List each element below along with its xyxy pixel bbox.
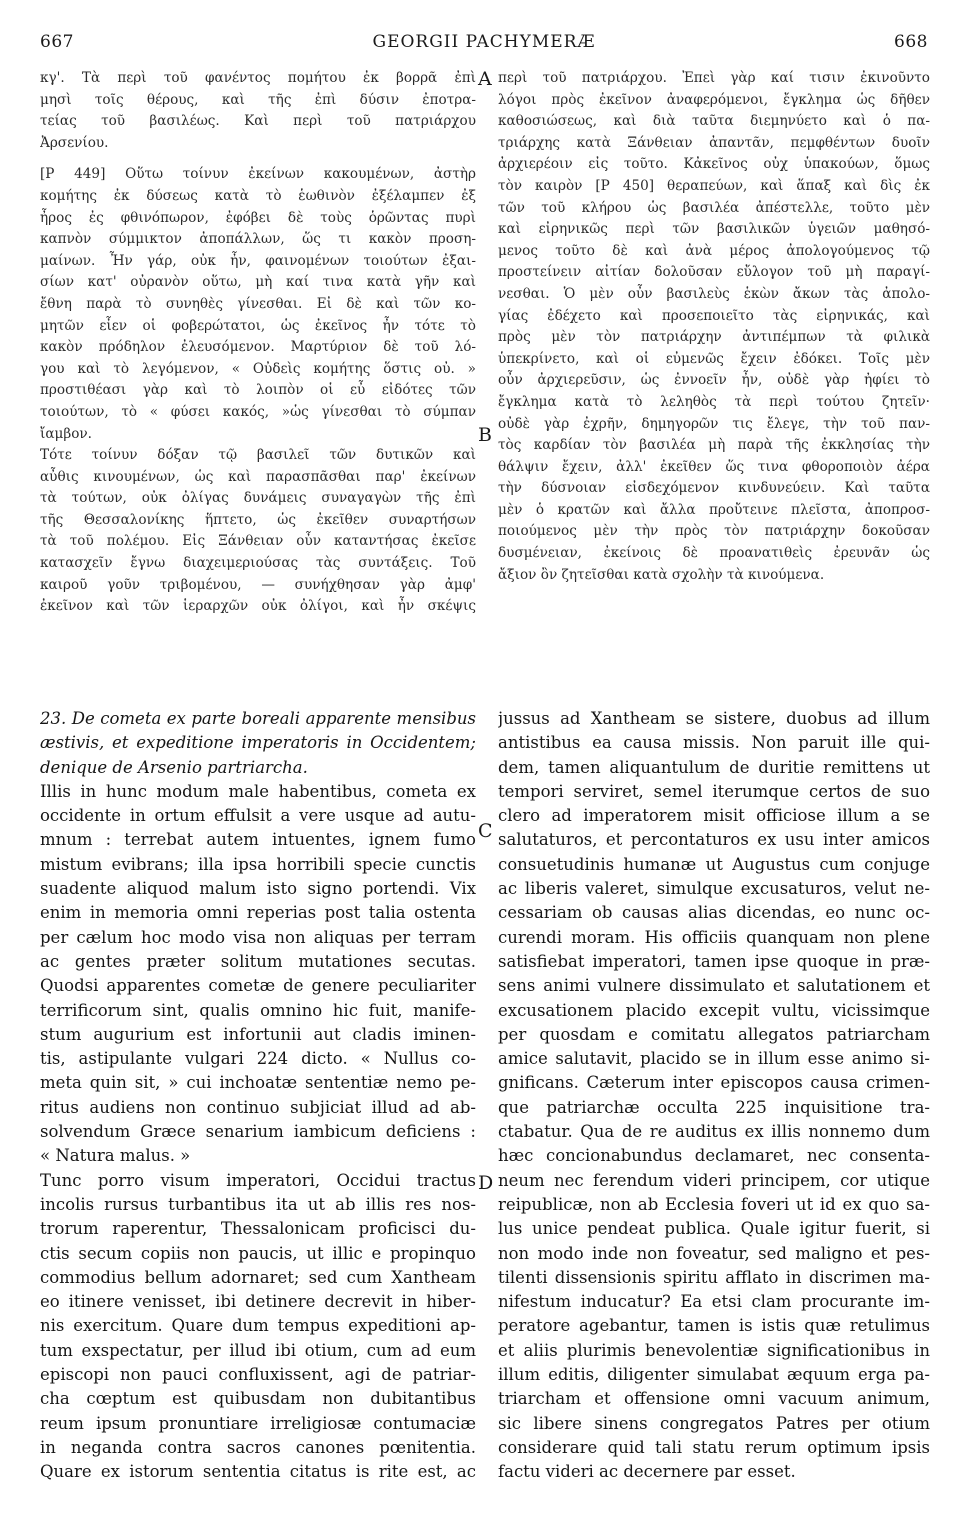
latin-text-line: ac liberis valeret, simulque excusaturos, velut ne- bbox=[498, 879, 930, 899]
latin-text-line: peratore agebantur, tamen is istis quæ retulimus bbox=[498, 1316, 930, 1336]
greek-text-line: κατασχεῖν ἔγνω διαχειμεριούσας τὰς συντάξεις. Τοῦ bbox=[40, 555, 476, 572]
latin-text-line: tempori serviret, semel iterumque certos de suo bbox=[498, 781, 930, 801]
greek-text-line: μὲν ὁ κρατῶν καὶ ἄλλα προὔτεινε πλεῖστα, ἀποπροσ- bbox=[498, 501, 930, 518]
latin-text-line: antistibus ea causa missis. Non paruit ille qui- bbox=[498, 733, 930, 753]
latin-text-line: occidente in ortum effulsit a vere usque ad autu- bbox=[40, 806, 476, 826]
greek-text-line: κγ'. Τὰ περὶ τοῦ φανέντος πομήτου ἐκ βορρᾶ ἐπὶ bbox=[40, 70, 476, 86]
greek-text-line: μητῶν εἶεν οἱ φοβερώτατοι, ὡς ἐκεῖνος ἦν τότε τὸ bbox=[40, 317, 476, 334]
latin-text-line: terrificorum sint, qualis omnino hic fuit, manife- bbox=[40, 1000, 476, 1020]
latin-text-line: considerare quid tali statu rerum optimum ipsis bbox=[498, 1437, 930, 1457]
greek-text-line: [P 449] Οὕτω τοίνυν ἐκείνων κακουμένων, ἀστὴρ bbox=[40, 166, 476, 183]
greek-column-right bbox=[498, 68, 930, 586]
latin-text-line: enim in memoria omni reperias post talia ostenta bbox=[40, 903, 476, 923]
greek-text-line: τὴν δύσνοιαν εἰσδεχόμενον κινδυνεύειν. Καὶ ταῦτα bbox=[498, 480, 930, 497]
greek-text-line: τοιούτων, τὸ « φύσει κακός, »ὡς γίνεσθαι τὸ σύμπαν bbox=[40, 403, 476, 420]
latin-text-line: que patriarchæ occulta 225 inquisitione tra- bbox=[498, 1097, 930, 1117]
greek-text-line: πρὸς μὲν τὸν πατριάρχην ἀντιπέμπων τὰ φιλικὰ bbox=[498, 329, 930, 346]
greek-text-line: τὸς καρδίαν τὸν βασιλέα μὴ παρὰ τῆς ἐκκλησίας τὴν bbox=[498, 437, 930, 454]
latin-text-line: et aliis plurimis benevolentiæ significationibus in bbox=[498, 1340, 930, 1360]
greek-text-line: μαίνων. Ἦν γάρ, οὐκ ἦν, φαινομένων τοιούτων ἐξαι- bbox=[40, 252, 476, 269]
latin-text-line: tilenti dissensionis spiritu afflato in discrimen ma- bbox=[498, 1267, 930, 1287]
margin-marker-a: A bbox=[478, 68, 492, 90]
greek-text-line: καθοσιώσεως, καὶ διὰ ταῦτα διεμηνύετο καὶ ὁ πα- bbox=[498, 113, 930, 130]
greek-text-line: κακὸν πρόδηλον ἐλευσόμενον. Μαρτύριον δὲ τοῦ λό- bbox=[40, 339, 476, 356]
greek-text-line: ἄξιον ὂν ζητεῖσθαι κατὰ σχολὴν τὰ κινούμενα. bbox=[498, 566, 825, 583]
latin-text-line: trorum raperentur, Thessalonicam proficisci du- bbox=[40, 1219, 476, 1239]
latin-text-line: dem, tamen aliquantulum de duritie remittens ut bbox=[498, 757, 930, 777]
latin-text-line: clero ad imperatorem misit officiose illum a se bbox=[498, 806, 930, 826]
latin-text-line: sic libere sinens congregatos Patres per otium bbox=[498, 1413, 930, 1433]
latin-text-line: Tunc porro visum imperatori, Occidui tractus bbox=[40, 1170, 476, 1190]
latin-text-line: episcopi non pauci confluxissent, agi de patriar- bbox=[40, 1365, 476, 1385]
latin-text-line: gnificans. Cæterum inter episcopos causa crimen- bbox=[498, 1073, 930, 1093]
greek-text-line: οὐδὲ γὰρ ἐχρῆν, δημηγορῶν τις ἔλεγε, τὴν τοῦ παν- bbox=[498, 415, 930, 432]
latin-text-line: amice salutavit, placido se in illum esse animo si- bbox=[498, 1049, 930, 1069]
latin-text-line: curendi moram. His officiis quanquam non plene bbox=[498, 927, 930, 947]
greek-text-line: τριάρχης κατὰ Ξάνθειαν ἀπαντᾶν, πεμφθέντων δυοῖν bbox=[498, 134, 930, 151]
running-title: GEORGII PACHYMERÆ bbox=[372, 32, 596, 52]
greek-text-line: μησὶ τοῖς θέρους, καὶ τῆς ἐπὶ δύσιν ἐποτρα- bbox=[40, 91, 476, 108]
latin-text-line: eo itinere venisset, ibi detinere decrevit in hiber- bbox=[40, 1292, 476, 1312]
greek-text-line: οὖν ἀρχιερεῦσιν, ὡς ἐννοεῖν ἦν, οὐδὲ γὰρ ἠφίει τὸ bbox=[498, 372, 930, 389]
latin-text-line: tum exspectatur, per illud ibi otium, cum ad eum bbox=[40, 1340, 476, 1360]
greek-text-line: προστείνειν αἰτίαν δολοῦσαν εὔλογον τοῦ μὴ παραγί- bbox=[498, 264, 930, 281]
greek-text-line: ὑπεκρίνετο, καὶ οἱ εὐμενῶς ἔχειν ἐδόκει. Τοῖς μὲν bbox=[498, 350, 930, 367]
latin-text-line: mistum evibrans; illa ipsa horribili specie cunctis bbox=[40, 854, 476, 874]
greek-text-line: ἦρος ἐς φθινόπωρον, ἐφόβει δὲ τοὺς ὁρῶντας πυρὶ bbox=[40, 209, 476, 226]
greek-text-line: σίων κατ' οὐρανὸν οὕτω, μὴ καί τινα κατὰ γῆν καὶ bbox=[40, 274, 476, 291]
greek-text-line: ποιούμενος μὲν τὴν πρὸς τὸν πατριάρχην δοκοῦσαν bbox=[498, 523, 930, 540]
latin-text-line: incolis rursus turbantibus ita ut ab illis res nos- bbox=[40, 1194, 476, 1214]
latin-text-line: meta quin sit, » cui inchoatæ sententiæ nemo pe- bbox=[40, 1073, 476, 1093]
latin-text-line: illum editis, diligenter simulabat æquum erga pa- bbox=[498, 1365, 930, 1385]
greek-text-line: καπνὸν σύμμικτον ἀποπάλλων, ὥς τι κακὸν προση- bbox=[40, 231, 476, 248]
greek-column-left bbox=[40, 68, 476, 618]
latin-text-line: ctis secum copiis non paucis, ut illic e propinquo bbox=[40, 1243, 476, 1263]
latin-text-line: Quare ex istorum sententia citatus is rite est, ac bbox=[40, 1462, 476, 1482]
latin-text-line: factu videri ac decernere par esset. bbox=[498, 1462, 796, 1482]
latin-text-line: jussus ad Xantheam se sistere, duobus ad illum bbox=[498, 709, 930, 728]
latin-text-line: solvendum Græce senarium iambicum deficiens : bbox=[40, 1122, 476, 1142]
latin-text-line: reum ipsum pronuntiare irreligiosæ contumaciæ bbox=[40, 1413, 476, 1433]
greek-text-line: λόγοι πρὸς ἐκεῖνον ἀναφερόμενοι, ἔγκλημα ὡς δῆθεν bbox=[498, 91, 930, 108]
latin-text-line: per quosdam e comitatu allegatos patriarcham bbox=[498, 1024, 930, 1044]
latin-text-line: per cælum hoc modo visa non aliquas per terram bbox=[40, 927, 476, 947]
section-heading-line: 23. De cometa ex parte boreali apparente mensibus bbox=[40, 709, 476, 728]
margin-marker-b: B bbox=[478, 424, 492, 446]
greek-text-line: τῶν τοῦ κλήρου ὡς βασιλέα ἀπέστελλε, τοῦτο μὲν bbox=[498, 199, 930, 216]
latin-text-line: « Natura malus. » bbox=[40, 1146, 191, 1166]
greek-text-line: ἐκεῖνον καὶ τῶν ἱεραρχῶν οὐκ ὀλίγοι, καὶ ἦν σκέψις bbox=[40, 598, 476, 615]
greek-text-line: περὶ τοῦ πατριάρχου. Ἐπεὶ γὰρ καί τισιν ἐκινοῦντο bbox=[498, 70, 930, 86]
latin-text-line: triarcham et offensione omni vacuum animum, bbox=[498, 1389, 930, 1409]
latin-column-right bbox=[498, 707, 930, 1485]
section-heading-line: æstivis, et expeditione imperatoris in Occidentem; bbox=[40, 733, 476, 753]
latin-text-line: commodius bellum adornaret; sed cum Xantheam bbox=[40, 1267, 476, 1287]
greek-text-line: κομήτης ἐκ δύσεως κατὰ τὸ ἑωθινὸν ἐξέλαμπεν ἐξ bbox=[40, 187, 476, 204]
latin-text-line: nis exercitum. Quare dum tempus expeditioni ap- bbox=[40, 1316, 476, 1336]
section-heading-line: denique de Arsenio partriarcha. bbox=[40, 757, 308, 777]
page-number-left: 667 bbox=[40, 32, 74, 52]
paragraph-gap bbox=[40, 154, 476, 164]
latin-text-line: neum nec ferendum videri principem, cor utique bbox=[498, 1170, 930, 1190]
greek-text-line: καιροῦ γοῦν τριβομένου, — συνήχθησαν γὰρ ἀμφ' bbox=[40, 576, 476, 593]
latin-text-line: stum augurium est infortunii aut cladis iminen- bbox=[40, 1024, 476, 1044]
margin-marker-c: C bbox=[478, 820, 493, 842]
greek-text-line: τὰ τοῦ πολέμου. Εἰς Ξάνθειαν οὖν καταντήσας ἐκεῖσε bbox=[40, 533, 476, 550]
greek-text-line: τὰ τούτων, οὐκ ὀλίγας δυνάμεις συναγαγὼν τῆς ἐπὶ bbox=[40, 490, 476, 507]
greek-text-line: θάλψιν ἔχειν, ἀλλ' ἐκεῖθεν ὥς τινα φθοροποιὸν ἀέρα bbox=[498, 458, 930, 475]
greek-text-line: γίας ἐδέχετο καὶ προσεποιεῖτο τὰς εἰρηνικάς, καὶ bbox=[498, 307, 930, 324]
latin-text-line: Illis in hunc modum male habentibus, cometa ex bbox=[40, 781, 476, 801]
greek-text-line: νεσθαι. Ὁ μὲν οὖν βασιλεὺς ἑκὼν ἄκων τὰς ἀπολο- bbox=[498, 285, 930, 302]
latin-text-line: lus unice pendeat publica. Quale igitur fuerit, si bbox=[498, 1219, 930, 1239]
greek-text-line: Ἀρσενίου. bbox=[40, 134, 109, 151]
greek-text-line: δυσμένειαν, ἐκείνοις δὲ προανατιθεὶς ἐρευνᾶν ὡς bbox=[498, 545, 930, 562]
latin-text-line: excusationem placido excepit vultu, vicissimque bbox=[498, 1000, 930, 1020]
greek-text-line: καὶ εἰρηνικῶς περὶ τῶν βασιλικῶν ὑγειῶν μαθησό- bbox=[498, 221, 930, 238]
latin-text-line: non modo inde non foveatur, sed maligno et pes- bbox=[498, 1243, 930, 1263]
latin-text-line: tis, astipulante vulgari 224 dicto. « Nullus co- bbox=[40, 1049, 476, 1069]
greek-text-line: ἴαμβον. bbox=[40, 425, 92, 442]
latin-text-line: sens animi vulnere dissimulato et salutationem et bbox=[498, 976, 930, 996]
latin-text-line: in neganda contra sacros canones pœnitentia. bbox=[40, 1437, 476, 1457]
latin-text-line: salutaturos, et percontaturos ex usu inter amicos bbox=[498, 830, 930, 850]
latin-text-line: suadente aliquod malum isto signo portendi. Vix bbox=[40, 879, 476, 899]
greek-text-line: ἔθνη παρὰ τὸ συνηθὲς γίνεσθαι. Εἰ δὲ καὶ τῶν κο- bbox=[40, 295, 476, 312]
page-header bbox=[40, 32, 928, 56]
greek-text-line: ἔγκλημα κατὰ τὸ λεληθὸς τὰ περὶ τούτου ζητεῖν· bbox=[498, 393, 930, 410]
greek-text-line: μενος τοῦτο δὲ καὶ ἀνὰ μέρος ἀπολογούμενος τῷ bbox=[498, 242, 930, 259]
latin-text-line: ctabatur. Qua de re auditus ex illis nonnemo dum bbox=[498, 1122, 930, 1142]
greek-text-line: γου καὶ τὸ λεγόμενον, « Οὐδεὶς κομήτης ὅστις οὐ. » bbox=[40, 360, 476, 377]
latin-text-line: hæc concionabundus declamaret, nec consenta- bbox=[498, 1146, 930, 1166]
greek-text-line: αὖθις κινουμένων, ὡς καὶ παρασπᾶσθαι παρ' ἐκείνων bbox=[40, 468, 476, 485]
greek-text-line: ἀρχιερέοιν εἰς τοῦτο. Κἀκεῖνος οὐχ ὑπακούων, ὅμως bbox=[498, 156, 930, 173]
latin-text-line: reipublicæ, non ab Ecclesia foveri ut id ex quo sa- bbox=[498, 1194, 930, 1214]
latin-text-line: mnum : terrebat autem intuentes, ignem fumo bbox=[40, 830, 476, 850]
greek-text-line: Τότε τοίνυν δόξαν τῷ βασιλεῖ τῶν δυτικῶν καὶ bbox=[40, 447, 476, 464]
latin-column-left bbox=[40, 707, 476, 1485]
latin-text-line: Quodsi apparentes cometæ de genere peculiariter bbox=[40, 976, 476, 996]
greek-text-line: προστιθέασι γὰρ καὶ τὸ λοιπὸν οἱ εὖ εἰδότες τῶν bbox=[40, 382, 476, 399]
greek-text-line: τὸν καιρὸν [P 450] θεραπεύων, καὶ ἅπαξ καὶ δὶς ἐκ bbox=[498, 177, 930, 194]
latin-text-line: ritus audiens non continuo subjiciat illud ad ab- bbox=[40, 1097, 476, 1117]
latin-text-line: nifestum inducatur? Ea etsi clam procurante im- bbox=[498, 1292, 930, 1312]
latin-text-line: cha cœptum est quibusdam non dubitantibus bbox=[40, 1389, 476, 1409]
latin-text-line: ac gentes præter solitum mutationes secutas. bbox=[40, 951, 476, 971]
latin-text-line: satisfiebat imperatori, tamen ipse quoque in præ- bbox=[498, 951, 930, 971]
greek-text-line: τῆς Θεσσαλονίκης ἥπτετο, ὡς ἐκεῖθεν συναρτήσων bbox=[40, 511, 476, 528]
margin-marker-d: D bbox=[478, 1172, 494, 1194]
page-number-right: 668 bbox=[894, 32, 928, 52]
greek-text-line: τείας τοῦ βασιλέως. Καὶ περὶ τοῦ πατριάρχου bbox=[40, 113, 476, 130]
latin-text-line: consuetudinis humanæ ut Augustus cum conjuge bbox=[498, 854, 930, 874]
latin-text-line: cessariam ob causas alias dicendas, eo nunc oc- bbox=[498, 903, 930, 923]
